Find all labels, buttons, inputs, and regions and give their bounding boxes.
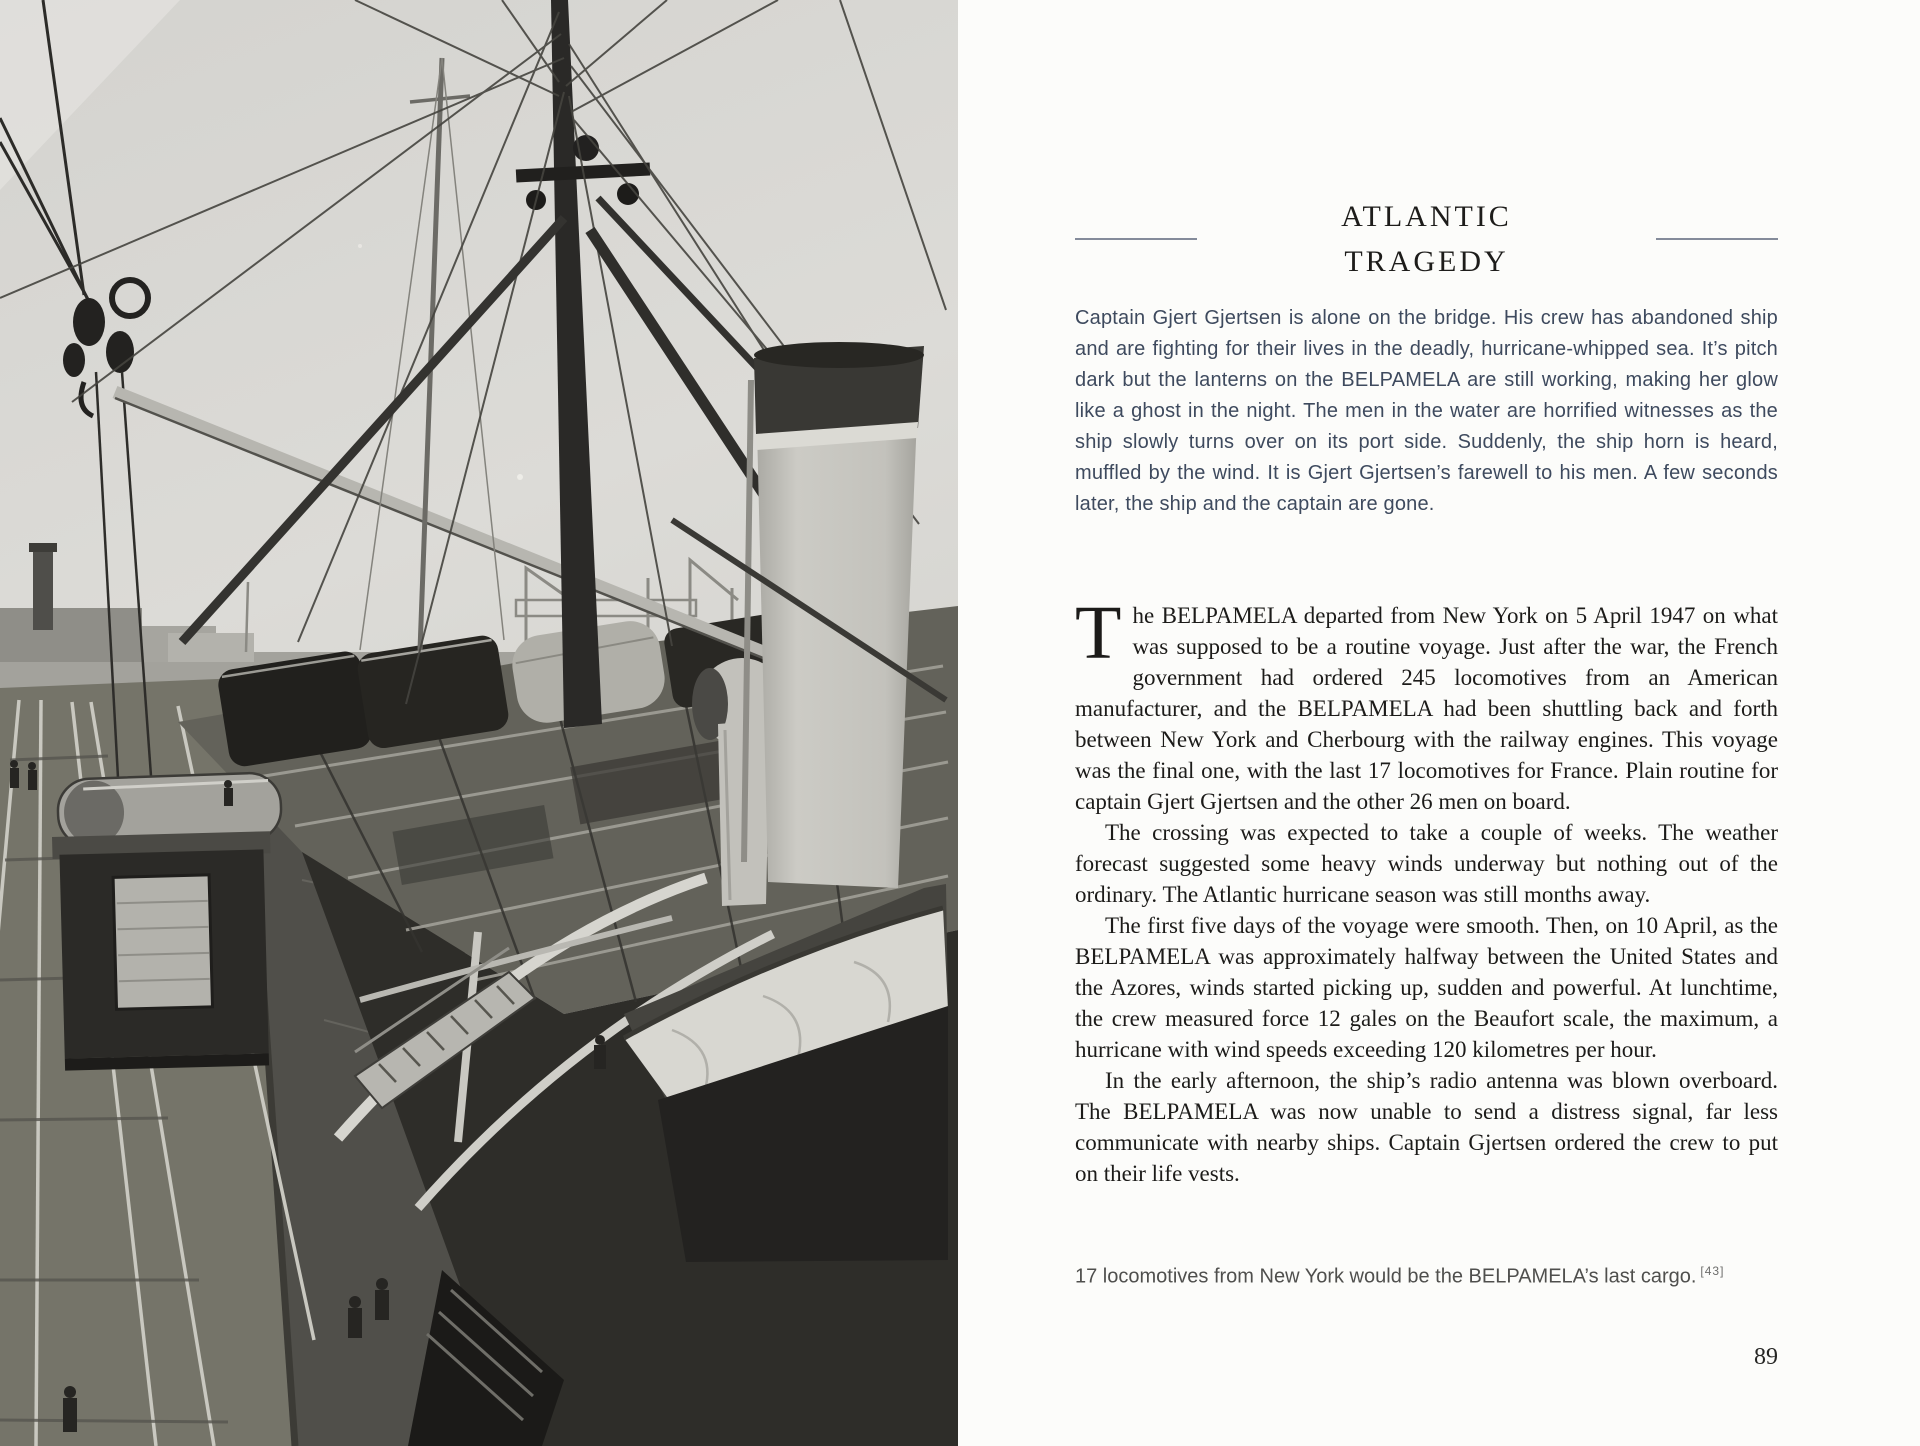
photo-caption <box>1075 1258 1778 1290</box>
title-rule-left <box>1075 238 1197 240</box>
intro-paragraph: Captain Gjert Gjertsen is alone on the bridge. His crew has abandoned ship and are fighting for their lives in the deadly, hurricane-whipped sea. It’s pitch dark but the lanterns on the BELPAMELA are still working, making her glow like a ghost in the night. The men in the water are horrified witnesses as the ship slowly turns over on its port side. Suddenly, the ship horn is heard, muffled by the wind. It is Gjert Gjertsen’s farewell to his men. A few seconds later, the ship and the captain are gone. <box>1075 307 1778 515</box>
chapter-title-line-2: TRAGEDY <box>1344 245 1509 278</box>
body-paragraph-3: The first five days of the voyage were smooth. Then, on 10 April, as the BELPAMELA was approximately halfway between the United States and the Azores, winds started picking up, sudden and powerful. At lunchtime, the crew measured force 12 gales on the Beaufort scale, the maximum, a hurricane with wind speeds exceeding 120 kilometres per hour. <box>1075 913 1778 1062</box>
footnote-reference: [43] <box>1700 1264 1725 1278</box>
ship-photo <box>0 0 958 1446</box>
drop-cap: T <box>1075 591 1122 675</box>
title-rule-right <box>1656 238 1778 240</box>
chapter-title-line-1: ATLANTIC <box>1341 200 1512 233</box>
body-text <box>1075 591 1778 1189</box>
body-paragraph-1-text: he BELPAMELA departed from New York on 5 April 1947 on what was supposed to be a routine voyage. Just after the war, the French government had ordered 245 locomotives from an American manufacturer, and the BELPAMELA had been shuttling back and forth between New York and Cherbourg with the railway engines. This voyage was the final one, with the last 17 locomotives for France. Plain routine for captain Gjert Gjertsen and the other 26 men on board. <box>1075 603 1778 814</box>
page-number: 89 <box>1754 1344 1778 1370</box>
body-paragraph-1 <box>1075 591 1778 817</box>
ship-photo-illustration <box>0 0 958 1446</box>
photo-caption-text: 17 locomotives from New York would be the BELPAMELA’s last cargo. <box>1075 1265 1697 1288</box>
text-page <box>958 0 1920 1446</box>
chapter-title-block <box>1075 194 1778 284</box>
chapter-title <box>1341 194 1512 284</box>
body-paragraph-4: In the early afternoon, the ship’s radio antenna was blown overboard. The BELPAMELA was now unable to send a distress signal, far less communicate with nearby ships. Captain Gjertsen ordered the crew to put on their life vests. <box>1075 1068 1778 1186</box>
body-paragraph-2: The crossing was expected to take a couple of weeks. The weather forecast suggested some heavy winds underway but nothing out of the ordinary. The Atlantic hurricane season was still months away. <box>1075 820 1778 907</box>
